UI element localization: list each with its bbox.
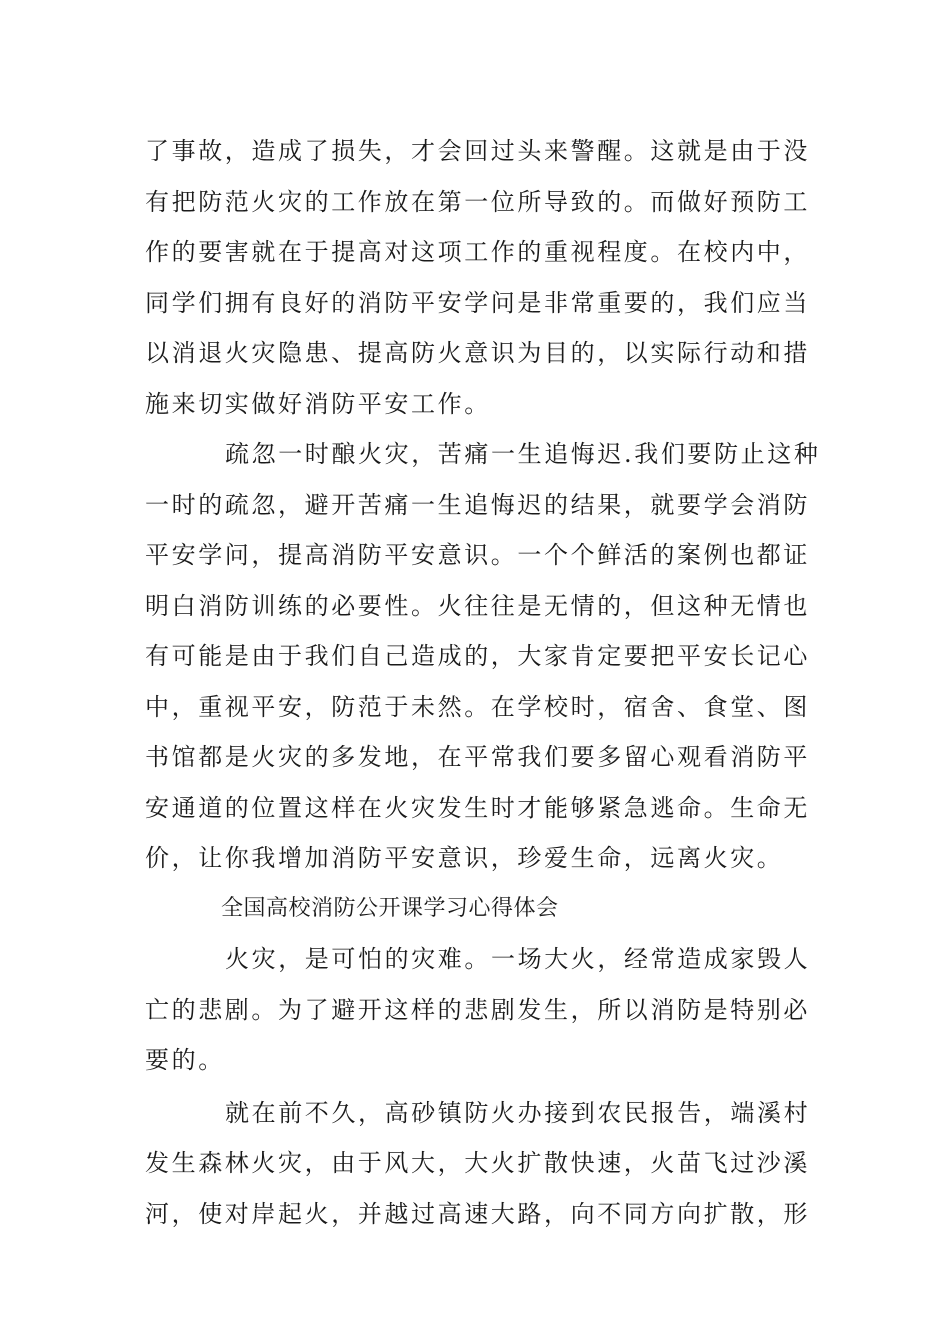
paragraph-line: 以消退火灾隐患、提高防火意识为目的，以实际行动和措 [145,339,810,367]
paragraph-line: 中，重视平安，防范于未然。在学校时，宿舍、食堂、图 [145,692,810,721]
paragraph-3 [145,934,811,1086]
paragraph-line: 就在前不久，高砂镇防火办接到农民报告，端溪村 [225,1098,811,1127]
paragraph-line: 有把防范火灾的工作放在第一位所导致的。而做好预防工 [145,187,810,216]
paragraph-line: 火灾，是可怕的灾难。一场大火，经常造成家毁人 [225,945,811,973]
paragraph-4 [145,1088,811,1240]
paragraph-line: 有可能是由于我们自己造成的，大家肯定要把平安长记心 [145,642,810,670]
paragraph-2 [145,429,821,884]
paragraph-line: 一时的疏忽，避开苦痛一生追悔迟的结果，就要学会消防 [145,490,810,519]
paragraph-line: 明白消防训练的必要性。火往往是无情的，但这种无情也 [145,591,810,620]
document-page [145,126,821,1239]
paragraph-line: 疏忽一时酿火灾，苦痛一生追悔迟.我们要防止这种 [225,440,821,468]
paragraph-line: 施来切实做好消防平安工作。 [145,389,491,418]
paragraph-line: 同学们拥有良好的消防平安学问是非常重要的，我们应当 [145,288,810,317]
paragraph-line: 安通道的位置这样在火灾发生时才能够紧急逃命。生命无 [145,793,810,822]
section-heading: 全国高校消防公开课学习心得体会 [221,895,559,921]
paragraph-line: 了事故，造成了损失，才会回过头来警醒。这就是由于没 [145,137,810,165]
paragraph-line: 平安学问，提高消防平安意识。一个个鲜活的案例也都证 [145,541,810,569]
paragraph-1 [145,126,810,429]
paragraph-line: 河，使对岸起火，并越过高速大路，向不同方向扩散，形 [145,1199,810,1228]
paragraph-line: 书馆都是火灾的多发地，在平常我们要多留心观看消防平 [145,743,810,771]
paragraph-line: 作的要害就在于提高对这项工作的重视程度。在校内中， [145,238,810,266]
paragraph-line: 亡的悲剧。为了避开这样的悲剧发生，所以消防是特别必 [145,995,810,1024]
paragraph-line: 要的。 [145,1046,225,1074]
paragraph-line: 发生森林火灾，由于风大，大火扩散快速，火苗飞过沙溪 [145,1149,810,1177]
paragraph-line: 价，让你我增加消防平安意识，珍爱生命，远离火灾。 [145,844,784,872]
